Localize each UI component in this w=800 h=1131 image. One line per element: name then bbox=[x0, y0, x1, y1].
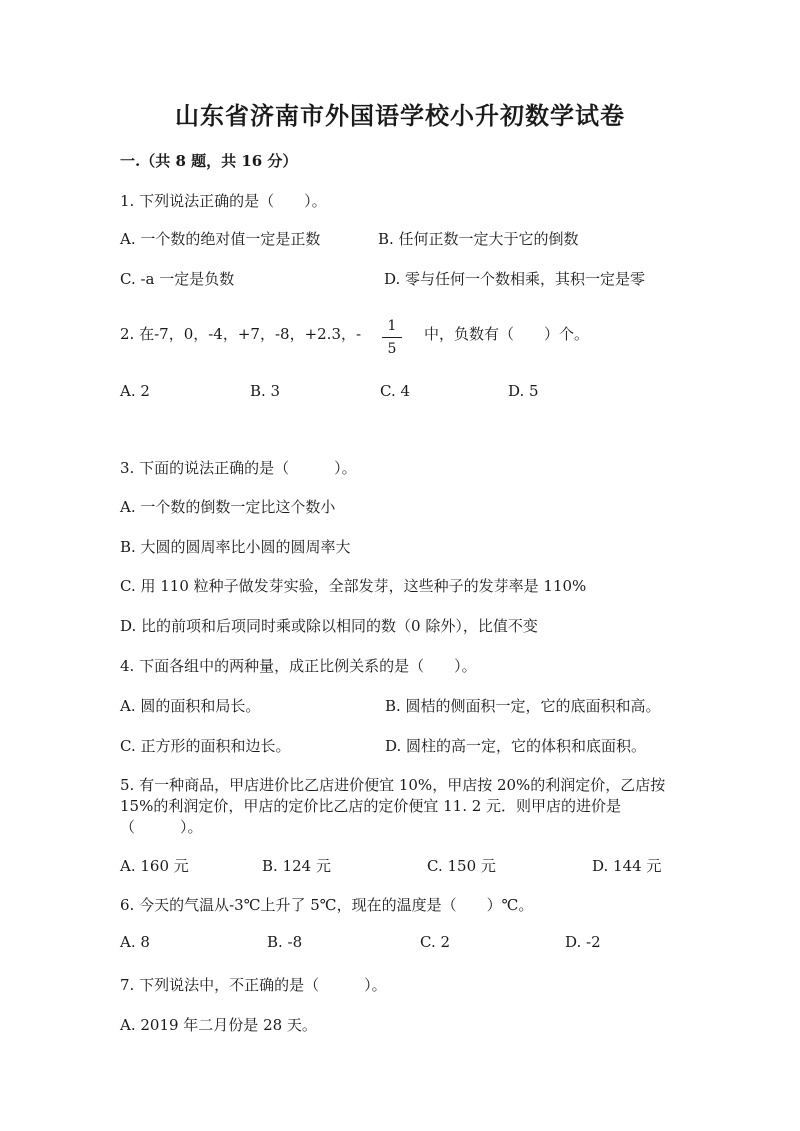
question-5-stem-line-3: （ ）。 bbox=[120, 818, 203, 836]
fraction-bar bbox=[382, 337, 402, 338]
question-6-option-c: C. 2 bbox=[420, 933, 451, 951]
question-7-option-a: A. 2019 年二月份是 28 天。 bbox=[120, 1016, 317, 1034]
question-2-option-b: B. 3 bbox=[250, 382, 281, 400]
question-4-option-c: C. 正方形的面积和边长。 bbox=[120, 737, 291, 755]
section-header: 一.（共 8 题，共 16 分） bbox=[120, 152, 298, 170]
question-6-option-b: B. -8 bbox=[267, 933, 303, 951]
question-3-option-a: A. 一个数的倒数一定比这个数小 bbox=[120, 498, 336, 516]
question-6-option-a: A. 8 bbox=[120, 933, 150, 951]
question-5-stem-line-1: 5. 有一种商品，甲店进价比乙店进价便宜 10%，甲店按 20%的利润定价，乙店按 bbox=[120, 776, 666, 794]
question-1-option-b: B. 任何正数一定大于它的倒数 bbox=[378, 230, 579, 248]
question-2-option-d: D. 5 bbox=[508, 382, 539, 400]
question-5-option-a: A. 160 元 bbox=[120, 857, 189, 875]
question-2-stem-start: 2. 在-7，0，-4，+7，-8，+2.3，- bbox=[120, 325, 362, 343]
question-1-option-d: D. 零与任何一个数相乘，其积一定是零 bbox=[384, 270, 646, 288]
question-4-stem: 4. 下面各组中的两种量，成正比例关系的是（ ）。 bbox=[120, 657, 477, 675]
fraction-one-fifth bbox=[382, 318, 402, 357]
question-2-option-a: A. 2 bbox=[120, 382, 150, 400]
question-7-stem: 7. 下列说法中，不正确的是（ ）。 bbox=[120, 976, 387, 994]
question-4-option-b: B. 圆桔的侧面积一定，它的底面积和高。 bbox=[385, 697, 661, 715]
question-5-option-c: C. 150 元 bbox=[427, 857, 496, 875]
question-3-option-d: D. 比的前项和后项同时乘或除以相同的数（0 除外），比值不变 bbox=[120, 617, 538, 635]
question-5-stem-line-2: 15%的利润定价，甲店的定价比乙店的定价便宜 11. 2 元．则甲店的进价是 bbox=[120, 797, 622, 815]
question-1-option-a: A. 一个数的绝对值一定是正数 bbox=[120, 230, 321, 248]
question-5-option-b: B. 124 元 bbox=[262, 857, 331, 875]
fraction-denominator: 5 bbox=[387, 341, 397, 357]
question-6-option-d: D. -2 bbox=[565, 933, 601, 951]
question-5-option-d: D. 144 元 bbox=[592, 857, 662, 875]
question-4-option-a: A. 圆的面积和局长。 bbox=[120, 697, 261, 715]
question-3-stem: 3. 下面的说法正确的是（ ）。 bbox=[120, 459, 357, 477]
fraction-numerator: 1 bbox=[387, 318, 397, 334]
question-1-stem: 1. 下列说法正确的是（ ）。 bbox=[120, 192, 327, 210]
question-2-option-c: C. 4 bbox=[380, 382, 411, 400]
question-2-stem-end: 中，负数有（ ）个。 bbox=[424, 325, 590, 343]
question-4-option-d: D. 圆柱的高一定，它的体积和底面积。 bbox=[385, 737, 647, 755]
question-3-option-b: B. 大圆的圆周率比小圆的圆周率大 bbox=[120, 538, 351, 556]
page-title: 山东省济南市外国语学校小升初数学试卷 bbox=[175, 101, 625, 130]
question-3-option-c: C. 用 110 粒种子做发芽实验，全部发芽，这些种子的发芽率是 110% bbox=[120, 577, 587, 595]
question-6-stem: 6. 今天的气温从-3℃上升了 5℃，现在的温度是（ ）℃。 bbox=[120, 896, 534, 914]
question-1-option-c: C. -a 一定是负数 bbox=[120, 270, 235, 288]
